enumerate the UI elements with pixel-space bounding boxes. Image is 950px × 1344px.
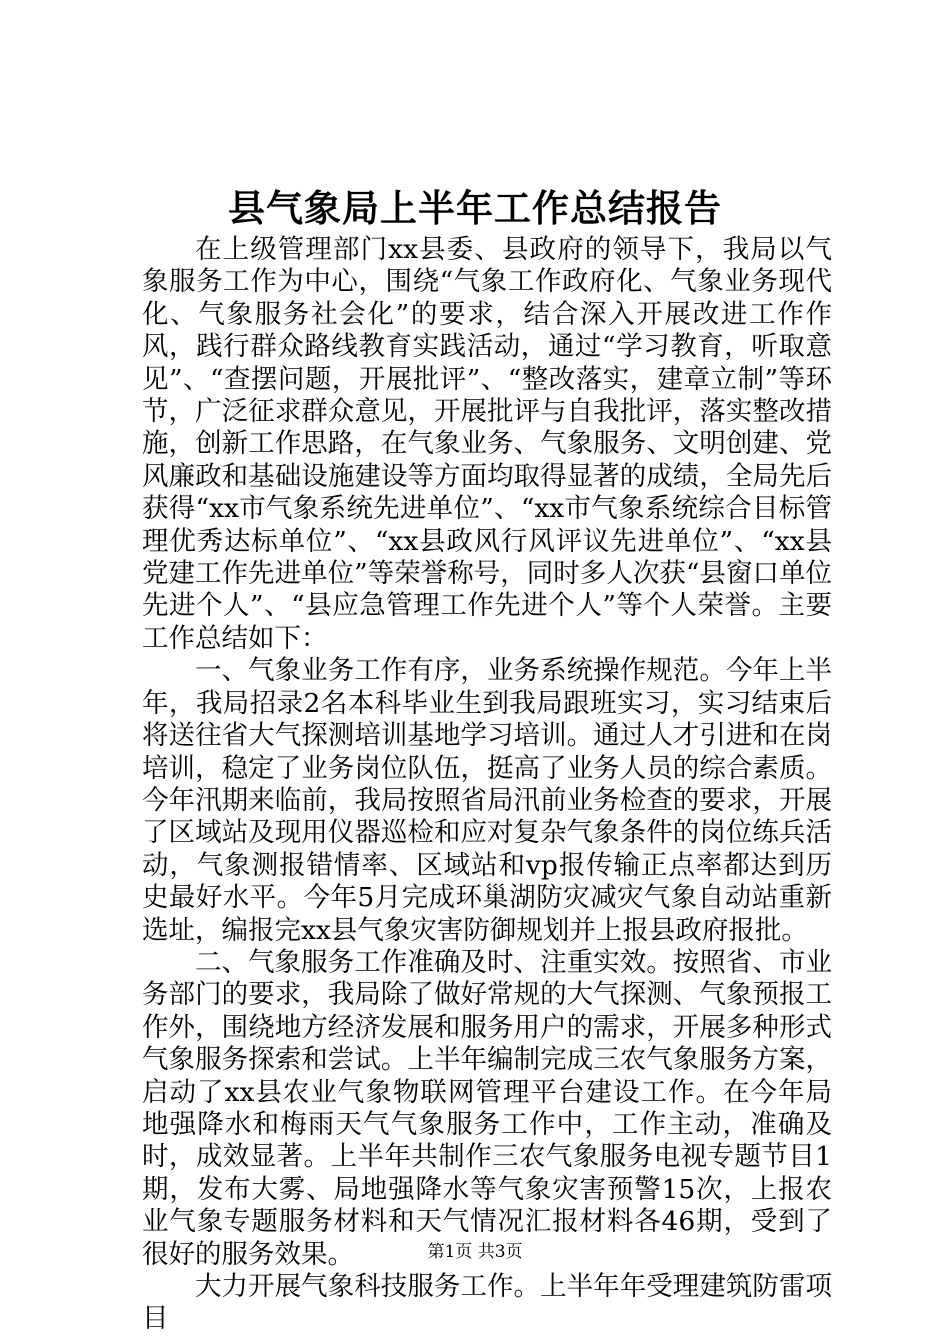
document-body (142, 234, 832, 1336)
document-title: 县气象局上半年工作总结报告 (228, 186, 722, 230)
page-footer: 第1页 共3页 (427, 1242, 523, 1262)
paragraph-section-2: 二、气象服务工作准确及时、注重实效。按照省、市业务部门的要求，我局除了做好常规的大气探测、气象预报工作外，围绕地方经济发展和服务用户的需求，开展多种形式气象服务探索和尝试。上半年编制完成三农气象服务方案，启动了xx县农业气象物联网管理平台建设工作。在今年局地强降水和梅雨天气气象服务工作中，工作主动，准确及时，成效显著。上半年共制作三农气象服务电视专题节目1期，发布大雾、局地强降水等气象灾害预警15次，上报农业气象专题服务材料和天气情况汇报材料各46期，受到了很好的服务效果。 (142, 946, 832, 1270)
paragraph-intro: 在上级管理部门xx县委、县政府的领导下，我局以气象服务工作为中心，围绕“气象工作政府化、气象业务现代化、气象服务社会化”的要求，结合深入开展改进工作作风，践行群众路线教育实践活动，通过“学习教育，听取意见”、“查摆问题，开展批评”、“整改落实，建章立制”等环节，广泛征求群众意见，开展批评与自我批评，落实整改措施，创新工作思路，在气象业务、气象服务、文明创建、党风廉政和基础设施建设等方面均取得显著的成绩，全局先后获得“xx市气象系统先进单位”、“xx市气象系统综合目标管理优秀达标单位”、“xx县政风行风评议先进单位”、“xx县党建工作先进单位”等荣誉称号，同时多人次获“县窗口单位先进个人”、“县应急管理工作先进个人”等个人荣誉。主要工作总结如下： (142, 234, 832, 654)
paragraph-section-1: 一、气象业务工作有序，业务系统操作规范。今年上半年，我局招录2名本科毕业生到我局跟班实习，实习结束后将送往省大气探测培训基地学习培训。通过人才引进和在岗培训，稳定了业务岗位队伍，挺高了业务人员的综合素质。今年汛期来临前，我局按照省局汛前业务检查的要求，开展了区域站及现用仪器巡检和应对复杂气象条件的岗位练兵活动，气象测报错情率、区域站和vp报传输正点率都达到历史最好水平。今年5月完成环巢湖防灾减灾气象自动站重新选址，编报完xx县气象灾害防御规划并上报县政府报批。 (142, 655, 832, 946)
paragraph-section-3-start: 大力开展气象科技服务工作。上半年年受理建筑防雷项目 (142, 1271, 832, 1335)
